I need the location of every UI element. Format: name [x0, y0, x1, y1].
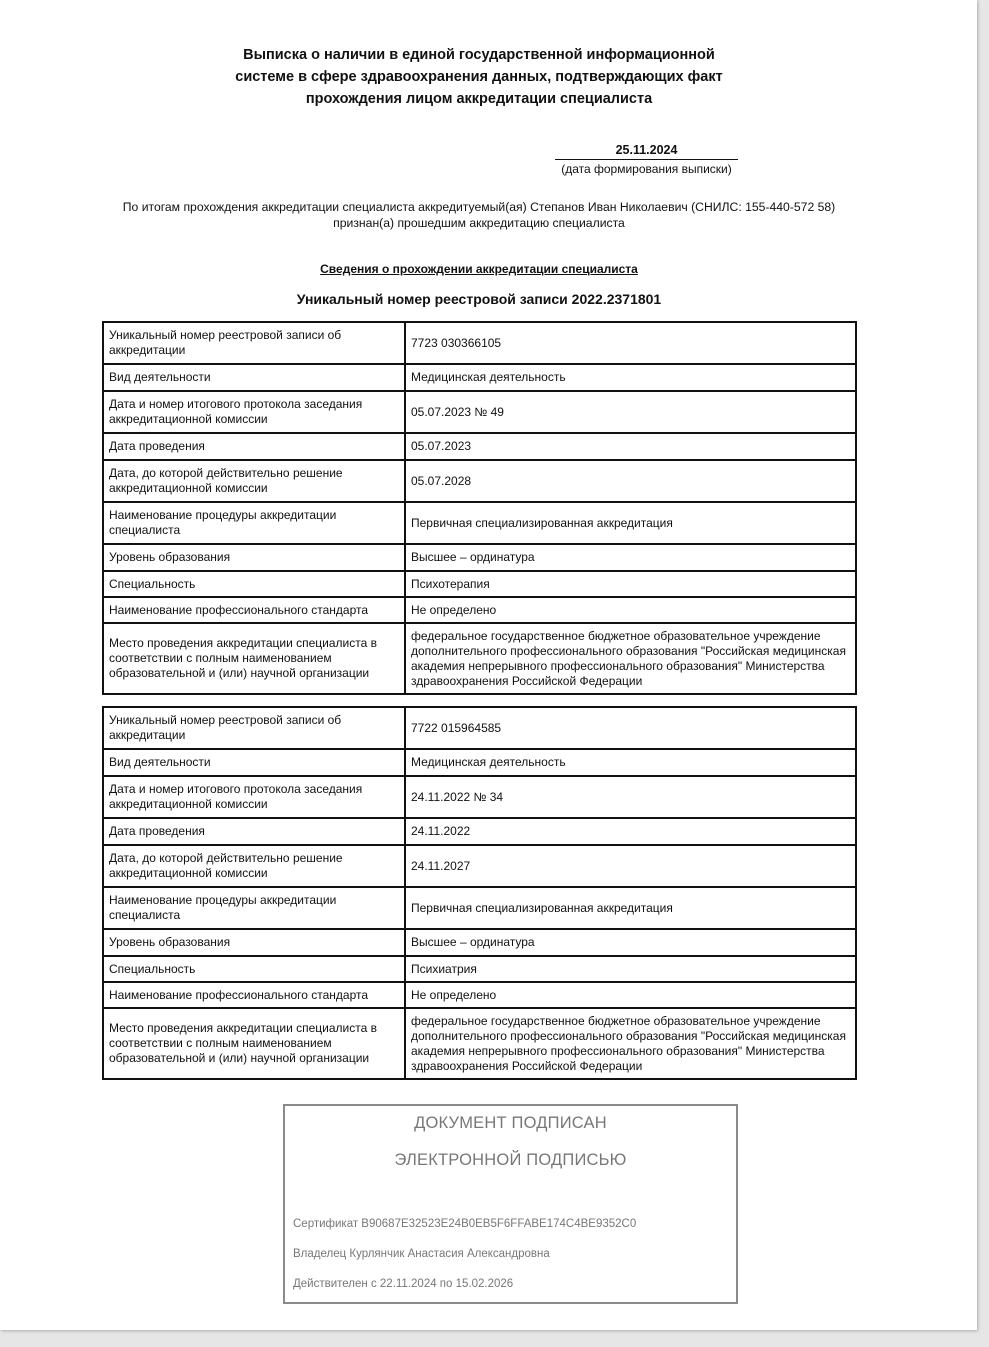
table-row — [103, 749, 856, 776]
title-line: системе в сфере здравоохранения данных, подтверждающих факт — [235, 69, 723, 85]
stamp-owner: Владелец Курлянчик Анастасия Александровна — [293, 1248, 550, 1260]
table-row — [103, 1008, 856, 1079]
table-row — [103, 623, 856, 694]
table-row — [103, 887, 856, 929]
issue-date: 25.11.2024 — [555, 143, 738, 160]
title-line: прохождения лицом аккредитации специалиста — [305, 91, 653, 107]
table-row — [103, 776, 856, 818]
stamp-validity: Действителен с 22.11.2024 по 15.02.2026 — [293, 1278, 514, 1290]
row-label: Дата проведения — [103, 433, 405, 460]
row-value: 24.11.2027 — [405, 845, 856, 887]
stamp-certificate: Сертификат B90687E32523E24B0EB5F6FFABE174C4BE9352C0 — [293, 1218, 637, 1230]
row-value: 24.11.2022 № 34 — [405, 776, 856, 818]
row-value: 05.07.2023 — [405, 433, 856, 460]
row-value: Медицинская деятельность — [405, 749, 856, 776]
intro-text — [0, 200, 958, 231]
row-value: Не определено — [405, 597, 856, 623]
row-label: Вид деятельности — [103, 749, 405, 776]
row-value: 05.07.2023 № 49 — [405, 391, 856, 433]
row-label: Вид деятельности — [103, 364, 405, 391]
intro-line: признан(а) прошедшим аккредитацию специалиста — [333, 215, 625, 230]
table-row — [103, 597, 856, 623]
table-row — [103, 544, 856, 571]
registry-number-title: Уникальный номер реестровой записи 2022.2371801 — [296, 291, 662, 307]
table-row — [103, 707, 856, 749]
title-line: Выписка о наличии в единой государственной информационной — [243, 47, 715, 63]
row-label: Дата проведения — [103, 818, 405, 845]
row-label: Наименование профессионального стандарта — [103, 597, 405, 623]
row-label: Уникальный номер реестровой записи об аккредитации — [103, 707, 405, 749]
row-label: Дата и номер итогового протокола заседания аккредитационной комиссии — [103, 776, 405, 818]
row-value: Высшее – ординатура — [405, 929, 856, 956]
issue-date-block — [555, 143, 738, 177]
row-label: Место проведения аккредитации специалиста в соответствии с полным наименованием образовательной и (или) научной организации — [103, 1008, 405, 1079]
row-value: Первичная специализированная аккредитация — [405, 887, 856, 929]
table-row — [103, 818, 856, 845]
table-row — [103, 502, 856, 544]
stamp-heading: ЭЛЕКТРОННОЙ ПОДПИСЬЮ — [394, 1151, 627, 1169]
table-row — [103, 391, 856, 433]
row-label: Наименование профессионального стандарта — [103, 982, 405, 1008]
table-row — [103, 845, 856, 887]
stamp-heading: ДОКУМЕНТ ПОДПИСАН — [414, 1114, 607, 1132]
row-value: 24.11.2022 — [405, 818, 856, 845]
document-title — [0, 44, 958, 110]
table-row — [103, 322, 856, 364]
row-value: Психотерапия — [405, 571, 856, 597]
row-label: Наименование процедуры аккредитации специалиста — [103, 887, 405, 929]
row-value: 7723 030366105 — [405, 322, 856, 364]
row-label: Дата и номер итогового протокола заседания аккредитационной комиссии — [103, 391, 405, 433]
row-value: Психиатрия — [405, 956, 856, 982]
row-label: Место проведения аккредитации специалиста в соответствии с полным наименованием образовательной и (или) научной организации — [103, 623, 405, 694]
row-label: Наименование процедуры аккредитации специалиста — [103, 502, 405, 544]
row-value: Первичная специализированная аккредитация — [405, 502, 856, 544]
accreditation-record-table — [102, 321, 857, 695]
row-value: Не определено — [405, 982, 856, 1008]
table-row — [103, 956, 856, 982]
row-label: Уникальный номер реестровой записи об аккредитации — [103, 322, 405, 364]
row-value: федеральное государственное бюджетное образовательное учреждение дополнительного профессионального образования "Российская медицинская академия непрерывного профессионального образования" Министерства здравоохранения Российской Федерации — [405, 1008, 856, 1079]
row-label: Дата, до которой действительно решение аккредитационной комиссии — [103, 460, 405, 502]
row-label: Специальность — [103, 956, 405, 982]
row-value: Высшее – ординатура — [405, 544, 856, 571]
row-label: Дата, до которой действительно решение аккредитационной комиссии — [103, 845, 405, 887]
row-label: Уровень образования — [103, 929, 405, 956]
row-value: Медицинская деятельность — [405, 364, 856, 391]
table-row — [103, 460, 856, 502]
section-title: Сведения о прохождении аккредитации специалиста — [320, 262, 638, 276]
table-row — [103, 433, 856, 460]
table-row — [103, 571, 856, 597]
row-label: Специальность — [103, 571, 405, 597]
row-value: федеральное государственное бюджетное образовательное учреждение дополнительного профессионального образования "Российская медицинская академия непрерывного профессионального образования" Министерства здравоохранения Российской Федерации — [405, 623, 856, 694]
electronic-signature-stamp — [283, 1104, 738, 1304]
intro-line: По итогам прохождения аккредитации специалиста аккредитуемый(ая) Степанов Иван Николаевич (СНИЛС: 155-440-572 58) — [122, 200, 836, 214]
row-value: 05.07.2028 — [405, 460, 856, 502]
row-label: Уровень образования — [103, 544, 405, 571]
row-value: 7722 015964585 — [405, 707, 856, 749]
table-row — [103, 364, 856, 391]
table-row — [103, 929, 856, 956]
issue-date-caption: (дата формирования выписки) — [561, 162, 732, 176]
table-row — [103, 982, 856, 1008]
accreditation-record-table — [102, 706, 857, 1080]
